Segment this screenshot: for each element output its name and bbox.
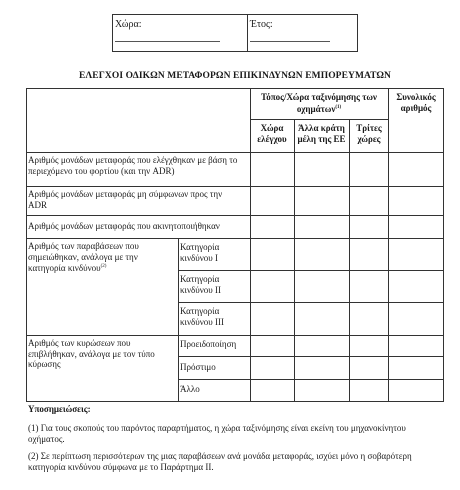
hline [26, 152, 444, 153]
total-header: Συνολικός αριθμός [396, 92, 436, 113]
footnote-1: (1) Για τους σκοπούς του παρόντος παραρτήματος, η χώρα ταξινόμησης είναι εκείνη του μηχανοκίνητου οχήματος. [28, 423, 406, 444]
row-label-inspected: Αριθμός μονάδων μεταφοράς που ελέγχθηκαν με βάση το περιεχόμενο του φορτίου (και την ADR) [28, 155, 238, 176]
country-field[interactable] [115, 41, 220, 42]
hline [26, 88, 444, 89]
penalty-warning: Προειδοποίηση [180, 339, 237, 349]
column-header-control-country: Χώρα ελέγχου [257, 123, 287, 144]
notes-heading: Υποσημειώσεις: [28, 404, 91, 414]
vline [388, 88, 389, 402]
year-label: Έτος: [250, 19, 273, 30]
country-year-box [112, 14, 358, 52]
category-label-1: Κατηγορία κινδύνου I [180, 242, 220, 263]
penalty-other: Άλλο [180, 384, 200, 394]
vline [349, 119, 350, 402]
hline [26, 238, 444, 239]
row-label-immobilised: Αριθμός μονάδων μεταφοράς που ακινητοποιήθηκαν [28, 221, 220, 231]
penalty-fine: Πρόστιμο [180, 362, 216, 372]
hline [178, 302, 444, 303]
vline [443, 88, 444, 402]
hline [178, 379, 444, 380]
hline [178, 356, 444, 357]
column-header-third-countries: Τρίτες χώρες [356, 123, 382, 144]
group-header: Τόπος/Χώρα ταξινόμησης των οχημάτων$^{(1)}$ [261, 92, 377, 114]
footnote-2: (2) Σε περίπτωση περισσότερων της μιας παραβάσεων ανά μονάδα μεταφοράς, ισχύει μόνο η σοβαρότερη κατηγορία κινδύνου σύμφωνα με το Παράρτημα II. [28, 451, 412, 472]
column-header-other-eu: Άλλα κράτη μέλη της ΕΕ [297, 123, 346, 144]
hline [250, 119, 388, 120]
vline [26, 88, 27, 402]
row-label-breaches: Αριθμός των παραβάσεων που σημειώθηκαν, ανάλογα με την κατηγορία κινδύνου$^{(2)}$ [28, 241, 139, 273]
vline [294, 119, 295, 402]
category-label-2: Κατηγορία κινδύνου II [180, 274, 221, 295]
hline [26, 401, 444, 402]
vline [250, 88, 251, 402]
row-label-non-compliant: Αριθμός μονάδων μεταφοράς μη σύμφωνων προς την ADR [28, 189, 223, 210]
vline [178, 238, 179, 402]
page-title: ΕΛΕΓΧΟΙ ΟΔΙΚΩΝ ΜΕΤΑΦΟΡΩΝ ΕΠΙΚΙΝΔΥΝΩΝ ΕΜΠΟΡΕΥΜΑΤΩΝ [78, 71, 392, 81]
hline [178, 270, 444, 271]
hline [26, 186, 444, 187]
year-field[interactable] [250, 41, 330, 42]
header-divider [247, 14, 248, 52]
row-label-penalties: Αριθμός των κυρώσεων που επιβλήθηκαν, ανάλογα με τον τύπο κύρωσης [28, 338, 155, 369]
hline [26, 215, 444, 216]
country-label: Χώρα: [115, 19, 142, 30]
category-label-3: Κατηγορία κινδύνου III [180, 306, 224, 327]
hline [26, 335, 444, 336]
